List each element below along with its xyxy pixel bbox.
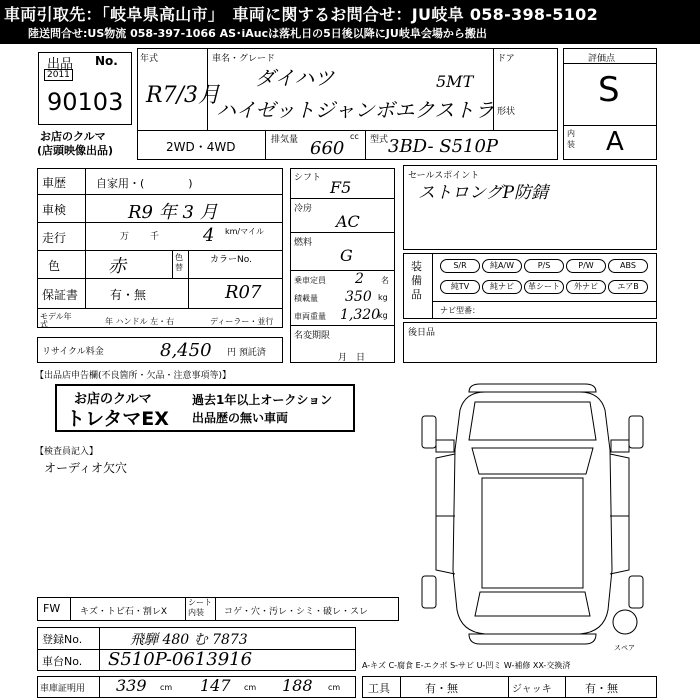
- shamei-label: 車名・グレード: [212, 54, 276, 64]
- header-title: 車両引取先：「岐阜県高山市」 車両に関するお問合せ：JU岐阜 058-398-5102: [4, 5, 599, 24]
- nenshiki-value: R7/3月: [146, 83, 220, 108]
- transmission-value: 5MT: [436, 72, 474, 91]
- jack-value: 有・無: [585, 682, 618, 695]
- ex-desc1: 過去1年以上オークション: [192, 393, 333, 407]
- handle-label: 年 ハンドル 左・右: [105, 317, 175, 326]
- shuppin-label: 出品: [47, 57, 74, 72]
- recycle-amount: 8,450: [160, 340, 212, 361]
- shift-label: シフト: [294, 173, 322, 183]
- displacement-unit: cc: [350, 132, 359, 141]
- shako-value-1: 339: [116, 676, 147, 695]
- iro-label: 色: [48, 259, 61, 273]
- sheet-text: コゲ・穴・汚レ・シミ・破レ・スレ: [224, 607, 369, 617]
- soko-unit: km/マイル: [225, 227, 264, 236]
- header-bar: [0, 0, 700, 44]
- nenryo-value: G: [340, 246, 353, 265]
- ex-desc2: 出品歴の無い車両: [192, 411, 289, 425]
- haikiryo-label: 排気量: [271, 135, 299, 145]
- kensa-value: オーディオ欠穴: [44, 461, 128, 475]
- ex-store: お店のクルマ: [74, 392, 152, 407]
- rear-right-wheel: [629, 576, 643, 608]
- color-no-value: R07: [225, 282, 262, 303]
- meigi-label: 名変期限: [294, 331, 331, 341]
- kensa-label: 【検査員記入】: [35, 447, 99, 457]
- keijo-label: 形状: [497, 107, 516, 117]
- shadai-label: 車台No.: [42, 655, 83, 668]
- hood-outline: [469, 402, 596, 440]
- goujitsu-box: [403, 322, 657, 363]
- teiin-value: 2: [355, 271, 364, 287]
- left-mirror: [436, 440, 454, 452]
- model-code-value: 3BD- S510P: [388, 136, 499, 157]
- soko-sen: 千: [150, 232, 160, 242]
- equipment-label: 装備品: [411, 260, 422, 301]
- equipment-item: ABS: [608, 259, 648, 273]
- reibo-label: 冷房: [294, 204, 313, 214]
- toroku-value: 飛騨 480 む 7873: [130, 632, 248, 648]
- kogu-value: 有・無: [425, 682, 458, 695]
- color-no-label: カラーNo.: [210, 255, 252, 265]
- sales-value: ストロングP防錆: [418, 183, 549, 203]
- juryo-unit: kg: [378, 311, 388, 320]
- equipment-item: 革シート: [524, 280, 564, 294]
- spare-label: スペア: [614, 644, 635, 652]
- nenshiki-label: 年式: [140, 54, 159, 64]
- irogae-label: 色替: [175, 253, 183, 272]
- meigi-unit: 月 日: [338, 353, 366, 363]
- shako-unit-2: cm: [244, 683, 257, 692]
- drive-value: 2WD・4WD: [166, 140, 236, 154]
- front-right-wheel: [629, 416, 643, 448]
- juryo-label: 車両重量: [294, 312, 326, 321]
- right-mirror: [611, 440, 629, 452]
- equipment-item: 純ナビ: [482, 280, 522, 294]
- lot-number: 90103: [47, 88, 124, 116]
- front-bumper: [469, 384, 596, 392]
- model-name-value: ハイゼットジャンボエクストラ: [216, 98, 495, 122]
- rekishi-label: 車歴: [42, 176, 67, 190]
- shaken-value: R9 年 3 月: [128, 202, 218, 223]
- ex-name: トレタマEX: [66, 408, 169, 430]
- history-box: [37, 168, 283, 328]
- interior-value: A: [606, 127, 624, 157]
- car-body-outline: [453, 392, 612, 634]
- shako-value-2: 147: [200, 676, 231, 695]
- no-label: No.: [95, 54, 118, 68]
- jack-label: ジャッキ: [512, 684, 552, 695]
- dealer-label: ディーラー・並行: [210, 317, 274, 326]
- equipment-item: S/R: [440, 259, 480, 273]
- score-value: S: [598, 70, 620, 110]
- toroku-label: 登録No.: [42, 633, 83, 646]
- maker-value: ダイハツ: [255, 66, 335, 90]
- soko-man: 万: [120, 232, 130, 242]
- door-label: ドア: [497, 54, 515, 64]
- hoshosho-label: 保証書: [42, 288, 79, 302]
- recycle-unit: 円 預託済: [227, 348, 266, 358]
- soko-label: 走行: [42, 231, 67, 245]
- teiin-unit: 名: [381, 276, 389, 285]
- rear-left-wheel: [422, 576, 436, 608]
- shako-unit-1: cm: [160, 683, 173, 692]
- store-line1: お店のクルマ: [40, 130, 106, 143]
- hoshosho-value: 有・無: [110, 288, 147, 302]
- goujitsu-label: 後日品: [408, 328, 436, 338]
- shako-label: 車庫証明用: [40, 684, 86, 694]
- equipment-item: 純TV: [440, 280, 480, 294]
- shaken-label: 車検: [42, 203, 67, 217]
- shako-unit-3: cm: [328, 683, 341, 692]
- katashiki-label: 型式: [370, 135, 389, 145]
- nenryo-label: 燃料: [294, 238, 313, 248]
- iro-value: 赤: [108, 256, 126, 277]
- juryo-value: 1,320: [340, 307, 381, 323]
- spare-tire: [613, 610, 637, 634]
- fw-label: FW: [43, 602, 61, 615]
- header-subtitle: 陸送問合せ:US物流 058-397-1066 AS･iAucは落札日の5日後以降にJU岐阜会場から搬出: [28, 27, 487, 40]
- rear-bumper: [469, 634, 596, 644]
- equipment-item: 純A/W: [482, 259, 522, 273]
- roof: [482, 478, 583, 588]
- fw-text: キズ・トビ石・割レX: [80, 607, 167, 617]
- sheet-label: シート内装: [188, 598, 212, 617]
- soko-value: 4: [203, 225, 215, 246]
- car-diagram: [400, 370, 665, 652]
- shinkoku-label: 【出品店申告欄(不良箇所・欠品・注意事項等)】: [35, 371, 232, 381]
- shako-value-3: 188: [282, 676, 313, 695]
- windshield: [472, 448, 593, 474]
- equipment-item: 外ナビ: [566, 280, 606, 294]
- equipment-item: エアB: [608, 280, 648, 294]
- navi-label: ナビ型番：: [440, 306, 480, 315]
- sekisai-value: 350: [345, 289, 372, 305]
- naisou-label: 内装: [567, 129, 575, 149]
- shadai-value: S510P-0613916: [108, 649, 253, 670]
- rear-window: [475, 592, 590, 616]
- kogu-label: 工具: [368, 682, 390, 695]
- displacement-value: 660: [310, 138, 345, 159]
- store-line2: (店頭映像出品): [37, 144, 114, 157]
- year-code: 2011: [44, 69, 73, 81]
- lot-box: [38, 52, 132, 125]
- equipment-item: P/S: [524, 259, 564, 273]
- reibo-value: AC: [336, 212, 360, 231]
- damage-legend: A-キズ C-腐食 E-エクボ S-サビ U-凹ミ W-補修 XX-交換済: [362, 661, 571, 670]
- sekisai-label: 積載量: [294, 294, 318, 303]
- front-left-wheel: [422, 416, 436, 448]
- recycle-label: リサイクル料金: [42, 347, 104, 357]
- hyoka-label: 評価点: [588, 54, 616, 64]
- model-year-label: モデル年式: [40, 312, 72, 329]
- equipment-item: P/W: [566, 259, 606, 273]
- rekishi-value: 自家用・( ): [96, 177, 193, 190]
- sales-label: セールスポイント: [408, 171, 480, 181]
- teiin-label: 乗車定員: [294, 276, 326, 285]
- shift-value: F5: [330, 178, 352, 197]
- sekisai-unit: kg: [378, 293, 388, 302]
